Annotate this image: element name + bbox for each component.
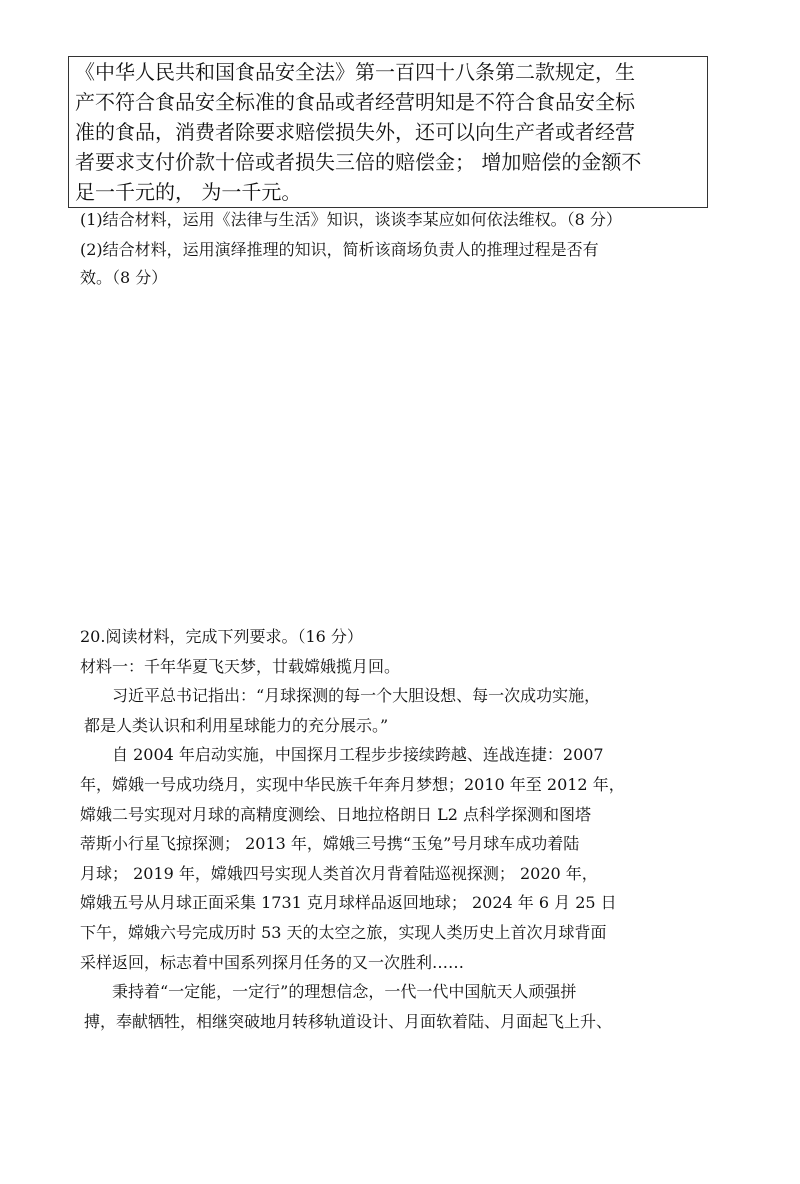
law-line-2: 产不符合食品安全标准的食品或者经营明知是不符合食品安全标: [75, 90, 635, 114]
material-line-2: 都是人类认识和利用星球能力的充分展示。”: [84, 715, 389, 735]
question-1: (1)结合材料，运用《法律与生活》知识，谈谈李某应如何依法维权。（8 分）: [80, 210, 622, 229]
material-line-3: 自 2004 年启动实施，中国探月工程步步接续跨越、连战连捷：2007: [112, 745, 604, 765]
law-excerpt-box: [68, 56, 708, 208]
material-line-1: 习近平总书记指出：“月球探测的每一个大胆设想、每一次成功实施，: [112, 686, 601, 706]
material-line-4: 年，嫦娥一号成功绕月，实现中华民族千年奔月梦想；2010 年至 2012 年，: [80, 774, 625, 794]
material-line-10: 采样返回，标志着中国系列探月任务的又一次胜利……: [80, 952, 465, 972]
material-one-title: 材料一：千年华夏飞天梦，廿载嫦娥揽月回。: [80, 656, 401, 676]
law-line-3: 准的食品，消费者除要求赔偿损失外，还可以向生产者或者经营: [75, 120, 635, 144]
material-line-9: 下午，嫦娥六号完成历时 53 天的太空之旅，实现人类历史上首次月球背面: [80, 922, 607, 942]
law-line-4: 者要求支付价款十倍或者损失三倍的赔偿金； 增加赔偿的金额不: [75, 150, 642, 174]
material-line-6: 蒂斯小行星飞掠探测； 2013 年，嫦娥三号携“玉兔”号月球车成功着陆: [80, 834, 580, 854]
material-line-5: 嫦娥二号实现对月球的高精度测绘、日地拉格朗日 L2 点科学探测和图塔: [80, 804, 591, 824]
material-line-8: 嫦娥五号从月球正面采集 1731 克月球样品返回地球； 2024 年 6 月 25 日: [80, 893, 617, 913]
material-line-11: 秉持着“一定能，一定行”的理想信念，一代一代中国航天人顽强拼: [112, 982, 577, 1002]
material-line-12: 搏，奉献牺牲，相继突破地月转移轨道设计、月面软着陆、月面起飞上升、: [84, 1011, 613, 1031]
law-line-1: 《中华人民共和国食品安全法》第一百四十八条第二款规定，生: [75, 60, 635, 84]
question-2-line-2: 效。（8 分）: [80, 268, 168, 287]
question-2-line-1: (2)结合材料，运用演绎推理的知识，简析该商场负责人的推理过程是否有: [80, 240, 599, 259]
law-line-5: 足一千元的， 为一千元。: [75, 180, 302, 204]
section-20: [80, 622, 720, 1036]
section-20-heading: 20.阅读材料，完成下列要求。（16 分）: [80, 627, 363, 646]
material-line-7: 月球； 2019 年，嫦娥四号实现人类首次月背着陆巡视探测； 2020 年，: [80, 863, 598, 883]
